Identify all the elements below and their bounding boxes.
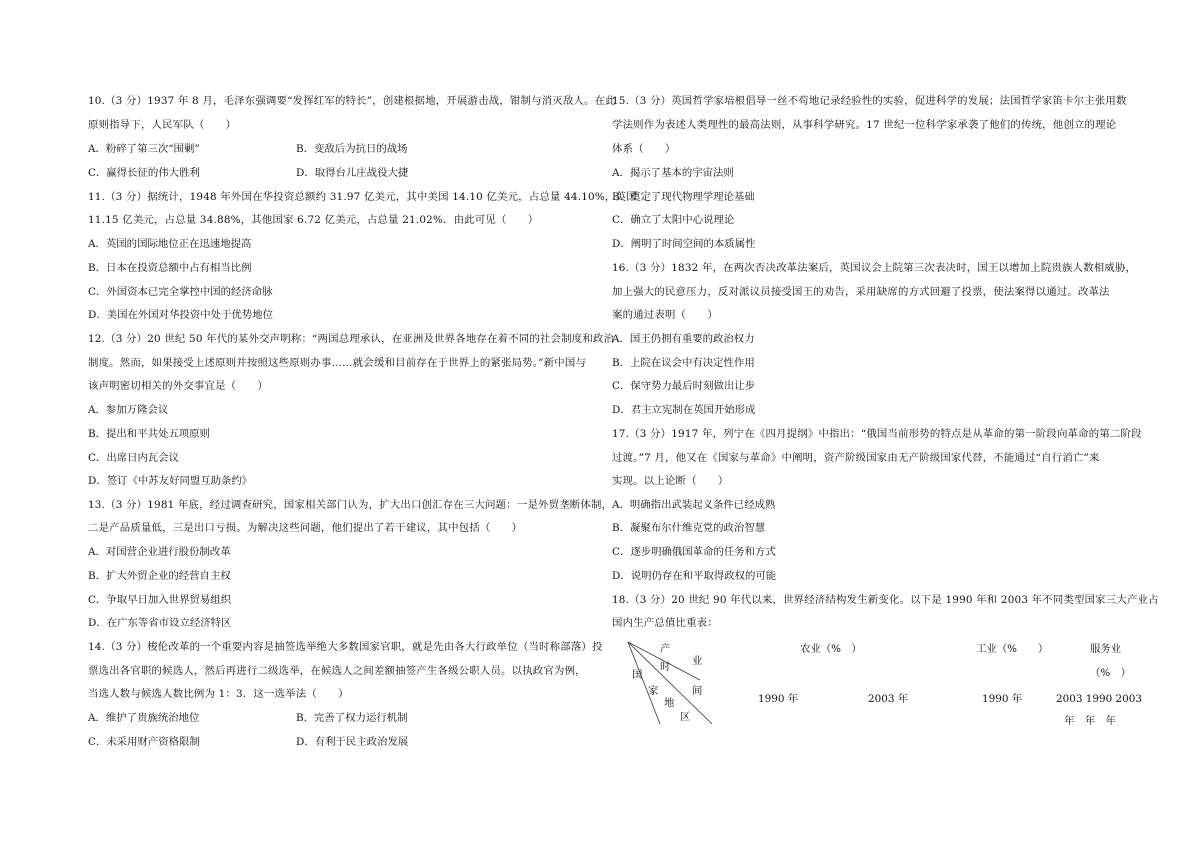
year-suffix: 年 年 年	[1064, 715, 1116, 727]
q11-option-b[interactable]: B．日本在投资总额中占有相当比例	[88, 262, 252, 274]
q13-option-d[interactable]: D．在广东等省市设立经济特区	[88, 617, 232, 629]
q13-option-c[interactable]: C．争取早日加入世界贸易组织	[88, 594, 232, 606]
q12-stem-line-1: 12.（3 分）20 世纪 50 年代的某外交声明称：“两国总理承认，在亚洲及世界各地存在着不同的社会制度和政治	[88, 333, 615, 345]
q16-option-d[interactable]: D．君主立宪制在英国开始形成	[612, 404, 756, 416]
q18-stem-line-1: 18.（3 分）20 世纪 90 年代以来，世界经济结构发生新变化。以下是 1990 年和 2003 年不同类型国家三大产业占	[612, 594, 1159, 606]
q10-option-a[interactable]: A．粉碎了第三次“围剿”	[88, 143, 200, 155]
q10-option-c[interactable]: C．赢得长征的伟大胜利	[88, 167, 200, 179]
q14-stem-line-1: 14.（3 分）梭伦改革的一个重要内容是抽签选举绝大多数国家官职，就是先由各大行政单位（当时称部落）投	[88, 641, 603, 653]
diag-char: 国	[632, 669, 643, 681]
diag-char: 产	[660, 643, 671, 655]
header-industry: 工业（% ）	[976, 643, 1049, 655]
diag-char: 业	[692, 655, 703, 667]
q16-stem-line-2: 加上强大的民意压力，反对派议员接受国王的劝告，采用缺席的方式回避了投票，使法案得以通过。改革法	[612, 286, 1110, 298]
q10-stem-line-2: 原则指导下，人民军队（ ）	[88, 119, 237, 131]
diag-char: 区	[680, 711, 691, 723]
q12-stem-line-3: 该声明密切相关的外交事宜是（ ）	[88, 380, 269, 392]
q14-option-c[interactable]: C．未采用财产资格限制	[88, 736, 200, 748]
q17-stem-line-1: 17.（3 分）1917 年，列宁在《四月提纲》中指出：“俄国当前形势的特点是从革命的第一阶段向革命的第二阶段	[612, 428, 1142, 440]
q17-stem-line-2: 过渡。”7 月，他又在《国家与革命》中阐明，资产阶级国家由无产阶级国家代替，不能通过“自行消亡”来	[612, 452, 1100, 464]
diag-char: 时	[660, 661, 671, 673]
q10-stem-line-1: 10.（3 分）1937 年 8 月，毛泽东强调要“发挥红军的特长”，创建根据地，开展游击战，钳制与消灭敌人。在此	[88, 95, 616, 107]
q12-option-d[interactable]: D．签订《中苏友好同盟互助条约》	[88, 475, 253, 487]
q11-option-a[interactable]: A．英国的国际地位正在迅速地提高	[88, 238, 252, 250]
q16-option-a[interactable]: A．国王仍拥有重要的政治权力	[612, 333, 755, 345]
q15-option-b[interactable]: B．奠定了现代物理学理论基础	[612, 191, 755, 203]
q11-stem-line-2: 11.15 亿美元，占总量 34.88%，其他国家 6.72 亿美元，占总量 21.02%．由此可见（ ）	[88, 214, 539, 226]
q18-table	[620, 640, 1140, 730]
q14-stem-line-2: 票选出各官职的候选人，然后再进行二级选举，在候选人之间差额抽签产生各级公职人员。以执政官为例，	[88, 665, 586, 677]
header-services-unit: （% ）	[1090, 667, 1132, 679]
year-group: 2003 1990 2003	[1056, 693, 1142, 705]
q17-stem-line-3: 实现。以上论断（ ）	[612, 475, 729, 487]
q15-stem-line-3: 体系（ ）	[612, 143, 676, 155]
q15-stem-line-2: 学法则作为表述人类理性的最高法则，从事科学研究。17 世纪一位科学家承袭了他们的传统，他创立的理论	[612, 119, 1117, 131]
q15-option-d[interactable]: D．阐明了时间空间的本质属性	[612, 238, 756, 250]
year-1990-agri: 1990 年	[758, 693, 799, 705]
q17-option-d[interactable]: D．说明仍存在和平取得政权的可能	[612, 570, 777, 582]
q16-stem-line-1: 16.（3 分）1832 年，在两次否决改革法案后，英国议会上院第三次表决时，国王以增加上院贵族人数相威胁，	[612, 262, 1137, 274]
header-services: 服务业	[1090, 643, 1122, 655]
q13-option-a[interactable]: A．对国营企业进行股份制改革	[88, 546, 231, 558]
q12-option-a[interactable]: A．参加万隆会议	[88, 404, 169, 416]
q14-option-b[interactable]: B．完善了权力运行机制	[296, 712, 408, 724]
q12-stem-line-2: 制度。然而，如果接受上述原则并按照这些原则办事……就会缓和目前存在于世界上的紧张局势。”新中国与	[88, 357, 587, 369]
q12-option-c[interactable]: C．出席日内瓦会议	[88, 452, 180, 464]
q13-option-b[interactable]: B．扩大外贸企业的经营自主权	[88, 570, 231, 582]
q11-stem-line-1: 11.（3 分）据统计，1948 年外国在华投资总额约 31.97 亿美元，其中美国 14.10 亿美元，占总量 44.10%，英国	[88, 191, 637, 203]
header-agriculture: 农业（% ）	[800, 643, 862, 655]
q14-stem-line-3: 当选人数与候选人数比例为 1：3．这一选举法（ ）	[88, 688, 349, 700]
q15-stem-line-1: 15.（3 分）英国哲学家培根倡导一丝不苟地记录经验性的实验，促进科学的发展；法国哲学家笛卡尔主张用数	[612, 95, 1127, 107]
q16-option-b[interactable]: B．上院在议会中有决定性作用	[612, 357, 755, 369]
q17-option-a[interactable]: A．明确指出武装起义条件已经成熟	[612, 499, 776, 511]
diag-char: 间	[692, 685, 703, 697]
q13-stem-line-2: 二是产品质量低，三是出口亏损。为解决这些问题，他们提出了若干建议，其中包括（ ）	[88, 522, 523, 534]
q10-option-b[interactable]: B．变敌后为抗日的战场	[296, 143, 408, 155]
diag-char: 家	[648, 685, 659, 697]
table-diagonal-lines	[620, 640, 730, 730]
q12-option-b[interactable]: B．提出和平共处五项原则	[88, 428, 210, 440]
q10-option-d[interactable]: D．取得台儿庄战役大捷	[296, 167, 409, 179]
q16-option-c[interactable]: C．保守势力最后时刻做出让步	[612, 380, 756, 392]
q13-stem-line-1: 13.（3 分）1981 年底，经过调查研究，国家相关部门认为，扩大出口创汇存在三大问题：一是外贸垄断体制，	[88, 499, 613, 511]
diag-char: 地	[664, 697, 675, 709]
q17-option-c[interactable]: C．逐步明确俄国革命的任务和方式	[612, 546, 776, 558]
q14-option-d[interactable]: D．有利于民主政治发展	[296, 736, 409, 748]
year-2003-agri: 2003 年	[868, 693, 909, 705]
q11-option-c[interactable]: C．外国资本已完全掌控中国的经济命脉	[88, 286, 273, 298]
q11-option-d[interactable]: D．美国在外国对华投资中处于优势地位	[88, 309, 273, 321]
year-1990-ind: 1990 年	[982, 693, 1023, 705]
q18-stem-line-2: 国内生产总值比重表：	[612, 617, 718, 629]
q17-option-b[interactable]: B．凝聚布尔什维克党的政治智慧	[612, 522, 766, 534]
q15-option-c[interactable]: C．确立了太阳中心说理论	[612, 214, 735, 226]
q15-option-a[interactable]: A．揭示了基本的宇宙法则	[612, 167, 734, 179]
q14-option-a[interactable]: A．维护了贵族统治地位	[88, 712, 200, 724]
q16-stem-line-3: 案的通过表明（ ）	[612, 309, 718, 321]
